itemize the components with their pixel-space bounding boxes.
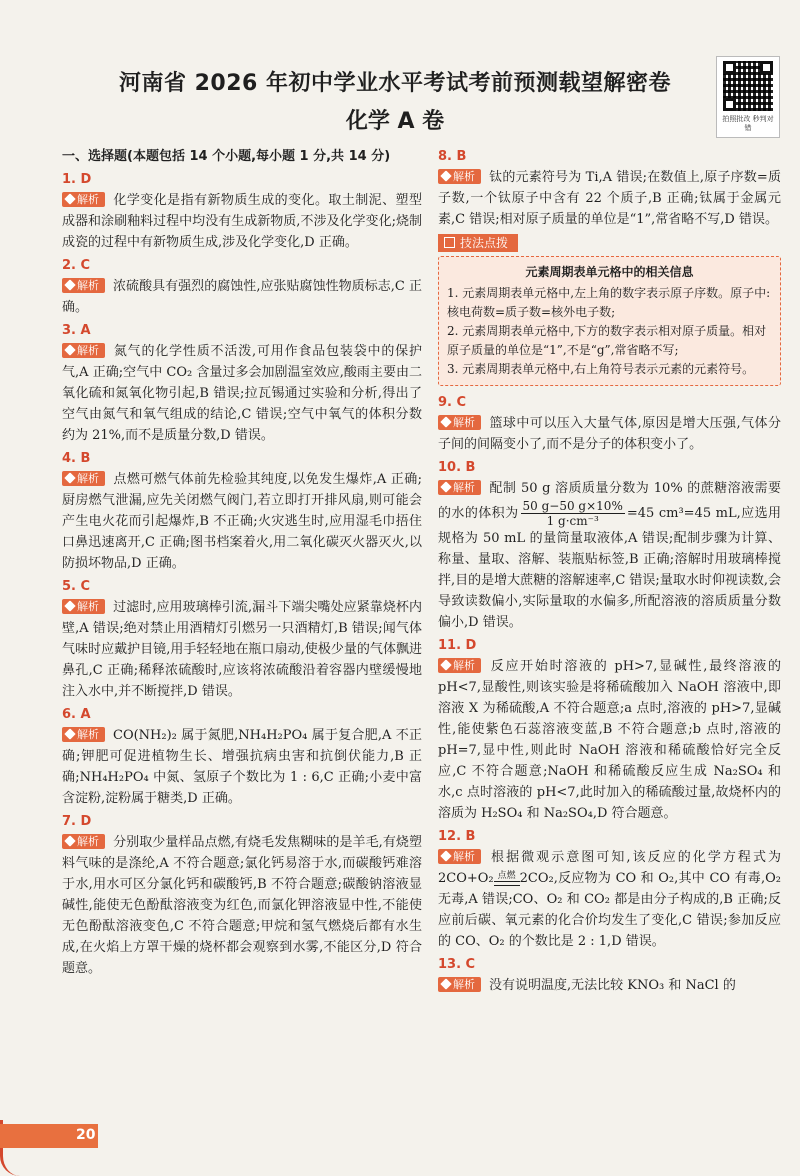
question-number: 11. D xyxy=(438,638,477,653)
pen-icon xyxy=(440,170,451,181)
tip-item: 1. 元素周期表单元格中,左上角的数字表示原子序数。原子中:核电荷数=质子数=核外电子数; xyxy=(447,286,771,319)
explanation-text: 过滤时,应用玻璃棒引流,漏斗下端尖嘴处应紧靠烧杯内壁,A 错误;绝对禁止用酒精灯引燃另一只酒精灯,B 错误;闻气体气味时应戴护目镜,用手轻轻地在瓶口扇动,使极少量的气体飘进鼻孔,C 正确;稀释浓硫酸时,应该将浓硫酸沿着容器内壁缓慢地注入水中,并不断搅拌,D 错误。 xyxy=(62,600,422,699)
explanation-text: 钛的元素符号为 Ti,A 错误;在数值上,原子序数=质子数,一个钛原子中含有 22 个质子,B 正确;钛属于金属元素,C 错误;相对原子质量的单位是“1”,常省略不写,D 错误。 xyxy=(438,170,781,227)
explanation-text: CO(NH₂)₂ 属于氮肥,NH₄H₂PO₄ 属于复合肥,A 不正确;钾肥可促进植物生长、增强抗病虫害和抗倒伏能力,B 正确;NH₄H₂PO₄ 中氮、氢原子个数比为 1 : 6,C 正确;小麦中富含淀粉,淀粉属于糖类,D 正确。 xyxy=(62,728,422,806)
answer-explanation xyxy=(438,478,781,633)
answer-explanation xyxy=(438,656,781,824)
analysis-tag xyxy=(62,727,105,742)
analysis-tag xyxy=(62,834,105,849)
explanation-text: 氮气的化学性质不活泼,可用作食品包装袋中的保护气,A 正确;空气中 CO₂ 含量过多会加剧温室效应,酸雨主要由二氧化硫和氮氧化物引起,B 错误;拉瓦锡通过实验和分析,得出了空气由氮气和氧气组成的结论,C 错误;空气中氧气的体积分数约为 21%,而不是质量分数,D 错误。 xyxy=(62,344,422,443)
question-number: 8. B xyxy=(438,149,467,164)
question-number: 7. D xyxy=(62,814,92,829)
question-number: 13. C xyxy=(438,957,476,972)
answer-explanation xyxy=(438,413,781,455)
reaction-arrow xyxy=(494,871,520,886)
pen-icon xyxy=(64,193,75,204)
answer-explanation xyxy=(62,469,422,574)
equals-arrow-icon xyxy=(494,881,520,886)
tip-item: 3. 元素周期表单元格中,右上角符号表示元素的元素符号。 xyxy=(447,362,755,376)
question-number: 10. B xyxy=(438,460,476,475)
analysis-tag xyxy=(438,658,481,673)
tip-item: 2. 元素周期表单元格中,下方的数字表示相对原子质量。相对原子质量的单位是“1”,不是“g”,常省略不写; xyxy=(447,324,767,357)
analysis-tag xyxy=(62,278,105,293)
analysis-tag-label: 解析 xyxy=(77,193,99,206)
analysis-tag xyxy=(438,977,481,992)
analysis-tag-label: 解析 xyxy=(453,850,475,863)
answer-explanation xyxy=(438,975,781,996)
page-subtitle: 化学 A 卷 xyxy=(345,109,445,134)
pen-icon xyxy=(64,728,75,739)
pen-icon xyxy=(64,600,75,611)
analysis-tag-label: 解析 xyxy=(77,835,99,848)
left-column xyxy=(62,146,422,981)
analysis-tag-label: 解析 xyxy=(77,728,99,741)
analysis-tag xyxy=(62,343,105,358)
qr-corner-icon xyxy=(723,98,736,111)
answer-explanation xyxy=(438,167,781,230)
explanation-text: 化学变化是指有新物质生成的变化。取土制泥、塑型成器和涂刷釉料过程中均没有生成新物质,不涉及化学变化;烧制成瓷的过程中有新物质生成,涉及化学变化,D 正确。 xyxy=(62,193,422,250)
reaction-condition: 点燃 xyxy=(497,871,516,881)
pen-icon xyxy=(440,850,451,861)
fraction xyxy=(521,499,625,528)
pen-icon xyxy=(440,978,451,989)
question-number: 6. A xyxy=(62,707,91,722)
question-number: 1. D xyxy=(62,172,92,187)
tip-header-label: 技法点拨 xyxy=(460,236,509,250)
page-number: 20 xyxy=(76,1127,96,1143)
analysis-tag-label: 解析 xyxy=(77,472,99,485)
explanation-text: 根据微观示意图可知,该反应的化学方程式为 2CO+O₂ xyxy=(438,850,781,886)
question-number: 5. C xyxy=(62,579,91,594)
analysis-tag xyxy=(438,480,481,495)
analysis-tag xyxy=(62,471,105,486)
question-number: 12. B xyxy=(438,829,476,844)
qr-corner-icon xyxy=(760,61,773,74)
explanation-text: 篮球中可以压入大量气体,原因是增大压强,气体分子间的间隔变小了,而不是分子的体积变小了。 xyxy=(438,416,781,452)
tip-box xyxy=(438,256,781,386)
explanation-text: 点燃可燃气体前先检验其纯度,以免发生爆炸,A 正确;厨房燃气泄漏,应先关闭燃气阀门,若立即打开排风扇,则可能会产生电火花而引起爆炸,B 不正确;火灾逃生时,应用湿毛巾捂住口鼻迅速离开,C 正确;图书档案着火,用二氧化碳灭火器灭火,以防损坏物品,D 正确。 xyxy=(62,472,422,571)
analysis-tag xyxy=(62,192,105,207)
pen-icon xyxy=(440,416,451,427)
explanation-text: 2CO₂,反应物为 CO 和 O₂,其中 CO 有毒,O₂ 无毒,A 错误;CO、O₂ 和 CO₂ 都是由分子构成的,B 正确;反应前后碳、氧元素的化合价均发生了变化,C 错误;参加反应的 CO、O₂ 的个数比是 2 : 1,D 错误。 xyxy=(438,871,781,949)
pen-icon xyxy=(64,472,75,483)
answer-explanation xyxy=(62,725,422,809)
analysis-tag-label: 解析 xyxy=(453,416,475,429)
pen-icon xyxy=(64,835,75,846)
analysis-tag-label: 解析 xyxy=(77,600,99,613)
analysis-tag xyxy=(438,169,481,184)
answer-explanation xyxy=(438,847,781,952)
explanation-text: 反应开始时溶液的 pH>7,显碱性,最终溶液的 pH<7,显酸性,则该实验是将稀硫酸加入 NaOH 溶液中,即溶液 X 为稀硫酸,A 不符合题意;a 点时,溶液的 pH>7,显碱性,能使紫色石蕊溶液变蓝,B 不符合题意;b 点时,溶液的 pH=7,显中性,则此时 NaOH 溶液和稀硫酸恰好完全反应,C 不符合题意;NaOH 和稀硫酸反应生成 Na₂SO₄ 和水,c 点时溶液的 pH<7,此时加入的稀硫酸过量,故烧杯内的溶质为 H₂SO₄ 和 Na₂SO₄,D 符合题意。 xyxy=(438,659,781,821)
analysis-tag-label: 解析 xyxy=(453,481,475,494)
tip-box-icon xyxy=(444,237,455,248)
question-number: 3. A xyxy=(62,323,91,338)
analysis-tag-label: 解析 xyxy=(453,978,475,991)
page-title: 河南省 2026 年初中学业水平考试考前预测载望解密卷 xyxy=(118,71,672,96)
question-number: 2. C xyxy=(62,258,91,273)
answer-explanation xyxy=(62,597,422,702)
question-number: 4. B xyxy=(62,451,91,466)
answer-explanation xyxy=(62,276,422,318)
analysis-tag-label: 解析 xyxy=(77,344,99,357)
pen-icon xyxy=(440,481,451,492)
analysis-tag-label: 解析 xyxy=(453,659,475,672)
section-title: 一、选择题(本题包括 14 个小题,每小题 1 分,共 14 分) xyxy=(62,149,391,164)
pen-icon xyxy=(64,344,75,355)
explanation-text: =45 cm³=45 mL,应选用规格为 50 mL 的量筒量取液体,A 错误;配制步骤为计算、称量、量取、溶解、装瓶贴标签,B 正确;溶解时用玻璃棒搅拌,目的是增大蔗糖的溶解速率,C 错误;量取水时仰视读数,会导致读数偏小,实际量取的水偏多,所配溶液的溶质质量分数偏小,D 错误。 xyxy=(438,506,781,630)
analysis-tag xyxy=(438,849,481,864)
qr-caption: 拍照批改 秒判对错 xyxy=(722,115,774,132)
qr-corner-icon xyxy=(723,61,736,74)
tip-header xyxy=(438,234,518,252)
analysis-tag-label: 解析 xyxy=(453,170,475,183)
tip-title: 元素周期表单元格中的相关信息 xyxy=(525,265,694,279)
qr-code[interactable] xyxy=(716,56,780,138)
answer-explanation xyxy=(62,190,422,253)
analysis-tag xyxy=(62,599,105,614)
right-column xyxy=(438,146,781,998)
analysis-tag-label: 解析 xyxy=(77,279,99,292)
fraction-denominator: 1 g·cm⁻³ xyxy=(546,514,599,528)
explanation-text: 没有说明温度,无法比较 KNO₃ 和 NaCl 的 xyxy=(489,978,736,993)
pen-icon xyxy=(440,659,451,670)
analysis-tag xyxy=(438,415,481,430)
question-number: 9. C xyxy=(438,395,467,410)
answer-explanation xyxy=(62,341,422,446)
explanation-text: 配制 50 g 溶质质量分数为 10% 的蔗糖溶液需要的水的体积为 xyxy=(438,481,781,521)
pen-icon xyxy=(64,279,75,290)
explanation-text: 分别取少量样品点燃,有烧毛发焦糊味的是羊毛,有烧塑料气味的是涤纶,A 不符合题意;氯化钙易溶于水,而碳酸钙难溶于水,用水可区分氯化钙和碳酸钙,B 不符合题意;碳酸钠溶液显碱性,能使无色酚酞溶液变为红色,而氯化钾溶液显中性,不能使无色酚酞溶液变色,C 不符合题意;甲烷和氢气燃烧后都有水生成,在火焰上方罩干燥的烧杯都会观察到水雾,不能区分,D 符合题意。 xyxy=(62,835,422,976)
explanation-text: 浓硫酸具有强烈的腐蚀性,应张贴腐蚀性物质标志,C 正确。 xyxy=(62,279,422,315)
answer-explanation xyxy=(62,832,422,979)
fraction-numerator: 50 g−50 g×10% xyxy=(522,499,623,513)
